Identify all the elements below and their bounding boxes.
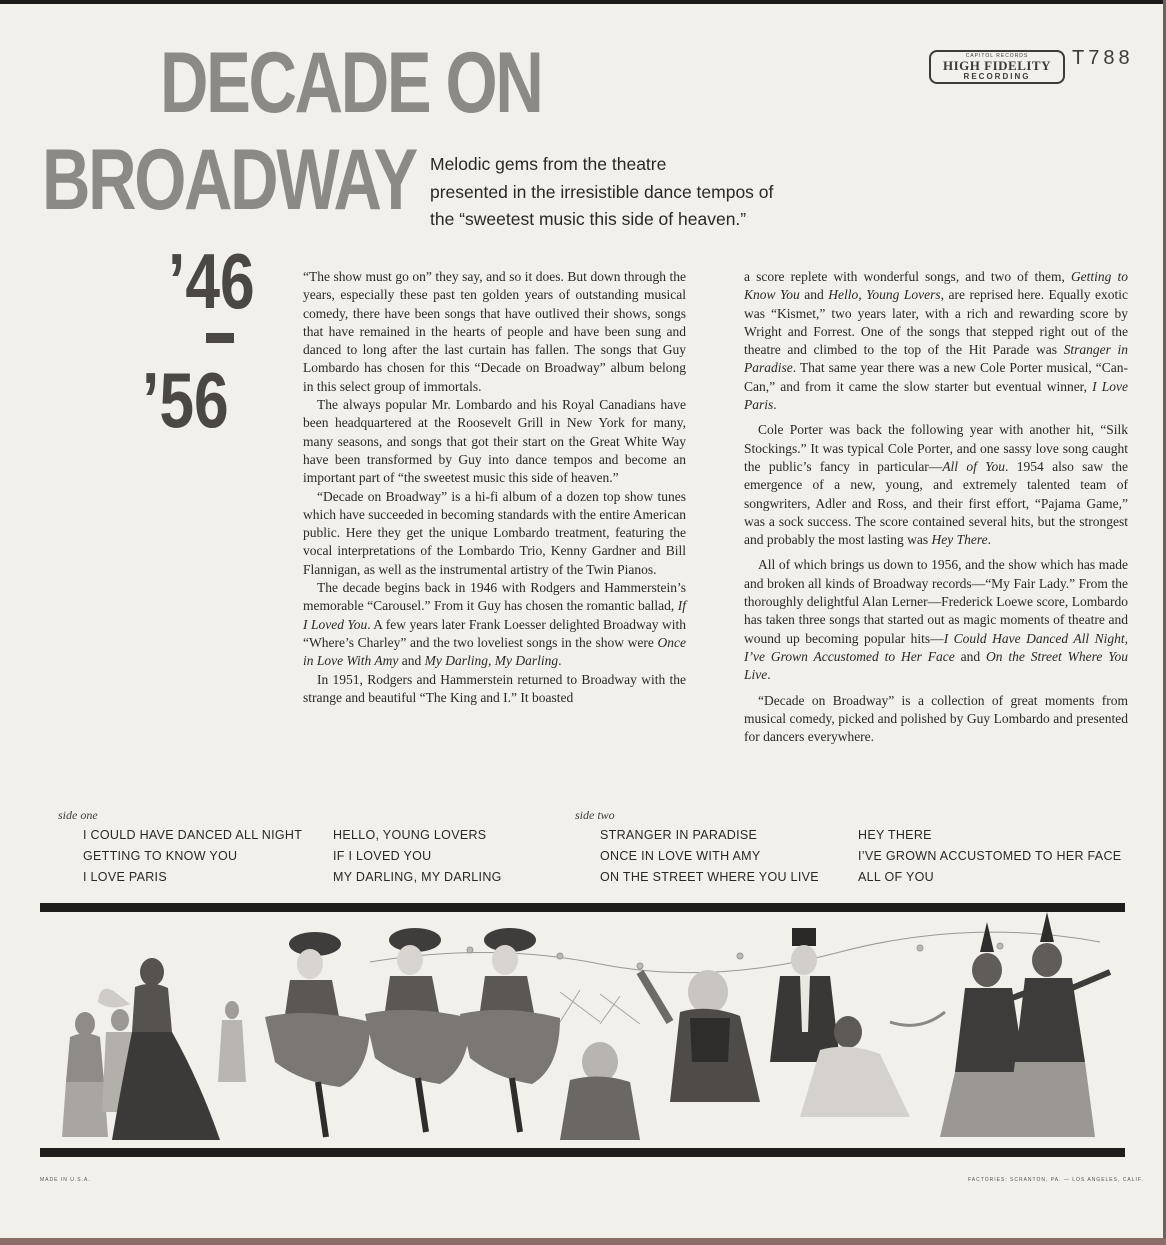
song-title: On the Street Where You Live <box>744 648 1128 683</box>
liner-paragraph: “The show must go on” they say, and so it does. But down through the years, especially these past ten golden years of outstanding musical comedy, there have been songs that have outlived their shows, songs that have remained in the hearts of people and have been sung and danced to long after the last curtain has fallen. The songs that Guy Lombardo has chosen for this “Decade on Broadway” album belong in this select group of immortals. <box>303 269 686 394</box>
badge-label-mid: HIGH FIDELITY <box>943 58 1051 73</box>
can-can-dancer-3 <box>460 928 560 1132</box>
girl-with-braids <box>560 1042 640 1140</box>
side-one-label: side one <box>58 808 98 822</box>
track-title: I’VE GROWN ACCUSTOMED TO HER FACE <box>858 849 1122 863</box>
background-dancers <box>218 1001 246 1082</box>
song-title: If I Loved You <box>303 598 686 632</box>
liner-notes-left-column <box>303 268 686 707</box>
title-line-2: BROADWAY <box>42 132 416 228</box>
can-can-dancer-2 <box>365 928 470 1132</box>
bottom-edge <box>0 1238 1166 1245</box>
broadway-illustration <box>40 912 1125 1148</box>
liner-paragraph <box>744 421 1128 549</box>
catalog-number: T788 <box>1072 47 1134 69</box>
footer-made-in: MADE IN U.S.A. <box>40 1177 91 1183</box>
track-title: ALL OF YOU <box>858 870 934 884</box>
siamese-dancer-2 <box>1005 912 1110 1137</box>
subtitle-line: the “sweetest music this side of heaven.” <box>430 209 747 229</box>
man-in-top-hat <box>770 928 840 1062</box>
high-fidelity-logo <box>929 50 1065 84</box>
text-run: and <box>799 287 829 303</box>
text-run: , are reprised here. Equally exotic was “Kismet,” two years later, with a rich and rewarding score by Wright and Forrest. One of the songs that stepped right out of the theatre and climbed to the top of the Hit Parade was <box>744 287 1129 358</box>
liner-paragraph <box>744 268 1128 414</box>
song-title: Getting to Know You <box>744 269 1129 303</box>
song-title: Hello, Young Lovers <box>828 287 941 303</box>
song-title: All of You <box>942 458 1006 474</box>
track-title: MY DARLING, MY DARLING <box>333 870 502 884</box>
side-two-label: side two <box>575 808 615 822</box>
subtitle-line: presented in the irresistible dance tempos of <box>430 181 774 202</box>
liner-paragraph: “Decade on Broadway” is a hi-fi album of a dozen top show tunes which have succeeded in becoming standards with the entire American public. Here they get the unique Lombardo treatment, featuring the vocal interpretations of the Lombardo Trio, Kenny Gardner and Bill Flannigan, as well as the instrumental artistry of the Twin Pianos. <box>303 488 686 577</box>
song-title: I Could Have Danced All Night, I’ve Grown Accustomed to Her Face <box>744 630 1128 664</box>
track-title: ON THE STREET WHERE YOU LIVE <box>600 870 819 884</box>
subtitle <box>430 151 850 234</box>
year-end: ’56 <box>142 356 229 444</box>
badge-label-bottom: RECORDING <box>963 72 1031 81</box>
text-run: and <box>954 648 987 664</box>
badge-label-top: CAPITOL RECORDS <box>965 53 1029 59</box>
track-title: I COULD HAVE DANCED ALL NIGHT <box>83 828 303 842</box>
man-with-striped-scarf <box>640 970 760 1102</box>
can-can-dancer-1 <box>265 932 370 1137</box>
song-title: My Darling, My Darling <box>424 653 559 669</box>
text-run: All of which brings us down to 1956, and the show which has made and broken all kinds of Broadway records—“My Fair Lady.” From the thoroughly delightful Alan Lerner—Frederick Loewe score, Lombardo has taken three songs that started out as magic moments of theatre and wound up becoming popular hits— <box>744 557 1128 646</box>
song-title: Once in Love With Amy <box>303 634 686 669</box>
song-title: Stranger in Paradise <box>744 342 1128 376</box>
footer-factories: FACTORIES: SCRANTON, PA. — LOS ANGELES, CALIF. <box>968 1177 1144 1183</box>
year-dash <box>206 333 234 343</box>
text-run: . <box>773 397 777 413</box>
side-two-tracks-col1 <box>600 825 819 888</box>
track-title: I LOVE PARIS <box>83 870 167 884</box>
fence <box>560 990 640 1024</box>
liner-notes-right-column <box>744 268 1128 746</box>
title-line-1: DECADE ON <box>160 35 542 131</box>
track-title: HELLO, YOUNG LOVERS <box>333 828 487 842</box>
side-one-tracks-col2 <box>333 825 502 888</box>
liner-paragraph <box>744 556 1128 684</box>
side-two-tracks-col2 <box>858 825 1121 888</box>
text-run: . 1954 also saw the emergence of a new, young, and extremely talented team of songwriters, Adler and Ross, and their first effort, “Pajama Game,” was a sock success. The score contained several hits, but the strongest and probably the most lasting was <box>744 458 1128 548</box>
text-run: . That same year there was a new Cole Porter musical, “Can-Can,” and from it came the slow starter but eventual winner, <box>744 360 1128 394</box>
illustration-top-band <box>40 903 1125 912</box>
liner-paragraph: “Decade on Broadway” is a collection of great moments from musical comedy, picked and polished by Guy Lombardo and presented for dancers everywhere. <box>744 692 1128 745</box>
text-run: . <box>987 532 991 548</box>
text-run: . <box>767 667 771 683</box>
liner-paragraph: In 1951, Rodgers and Hammerstein returned to Broadway with the strange and beautiful “The King and I.” It boasted <box>303 671 686 705</box>
text-run: The decade begins back in 1946 with Rodgers and Hammerstein’s memorable “Carousel.” From it Guy has chosen the romantic ballad, <box>303 580 686 614</box>
liner-paragraph: The always popular Mr. Lombardo and his Royal Canadians have been headquartered at the Roosevelt Grill in New York for many, many seasons, and songs that got their start on the Great White Way have been transformed by Guy into dance tempos and become an important part of “the sweetest music this side of heaven.” <box>303 397 686 486</box>
text-run: a score replete with wonderful songs, and two of them, <box>744 269 1071 284</box>
can-can-dancers <box>265 928 560 1137</box>
track-title: STRANGER IN PARADISE <box>600 828 758 842</box>
track-title: IF I LOVED YOU <box>333 849 432 863</box>
siamese-dancers <box>940 912 1110 1137</box>
text-run: . <box>558 653 562 669</box>
text-run: . A few years later Frank Loesser delighted Broadway with “Where’s Charley” and the two loveliest songs in the show were <box>303 616 686 650</box>
year-start: ’46 <box>168 237 255 325</box>
text-run: and <box>398 653 425 669</box>
side-one-tracks-col1 <box>83 825 302 888</box>
song-title: I Love Paris <box>744 378 1128 413</box>
top-edge <box>0 0 1166 4</box>
illustration-bottom-band <box>40 1148 1125 1157</box>
track-title: GETTING TO KNOW YOU <box>83 849 238 863</box>
track-title: HEY THERE <box>858 828 932 842</box>
liner-paragraph <box>303 579 686 670</box>
text-run: Cole Porter was back the following year with another hit, “Silk Stockings.” It was typical Cole Porter, and one sassy love song caught the public’s fancy in particular— <box>744 422 1128 474</box>
song-title: Hey There <box>931 532 988 548</box>
track-title: ONCE IN LOVE WITH AMY <box>600 849 761 863</box>
subtitle-line: Melodic gems from the theatre <box>430 154 667 174</box>
